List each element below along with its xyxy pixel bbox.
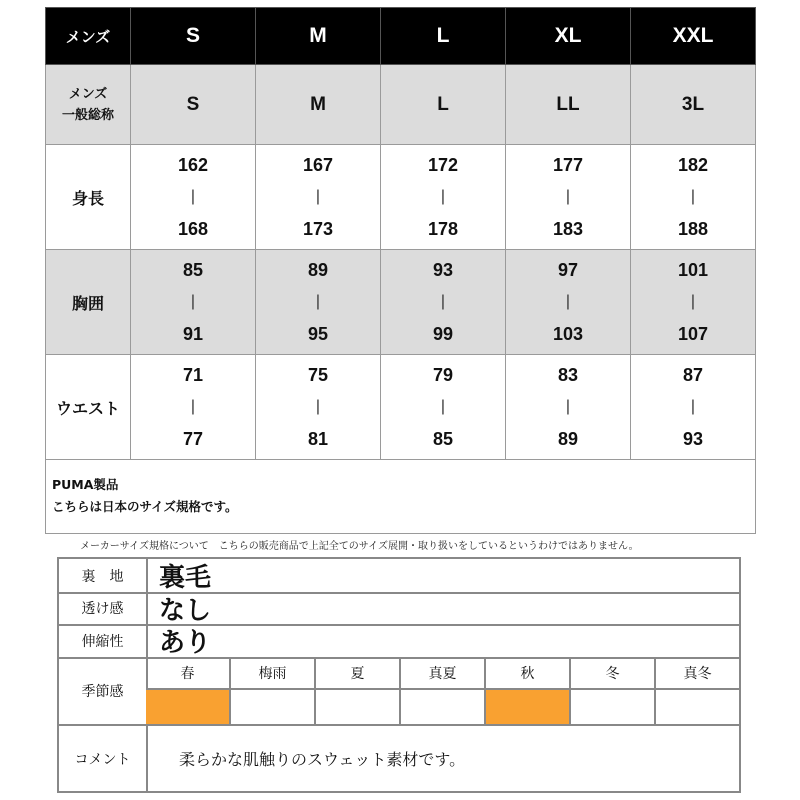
range-min: 83: [557, 365, 579, 385]
range-separator: |: [565, 293, 571, 310]
season-name: 真夏: [401, 657, 484, 690]
range-max: 91: [182, 324, 204, 344]
range-min: 87: [682, 365, 704, 385]
season-column: [486, 657, 571, 724]
range-separator: |: [190, 398, 196, 415]
stretch-row: [59, 624, 739, 659]
stretch-value: あり: [159, 628, 212, 658]
sheerness-value: なし: [159, 595, 212, 626]
lining-label: 裏 地: [59, 559, 148, 592]
height-label: 身長: [46, 145, 131, 250]
chest-range-cell: [506, 250, 631, 355]
range-max: 81: [307, 429, 329, 449]
range-min: 79: [432, 365, 454, 385]
range-max: 178: [427, 219, 459, 239]
general-size-cell: 3L: [631, 65, 756, 145]
size-header: L: [381, 8, 506, 65]
range-separator: |: [690, 398, 696, 415]
season-marker: [656, 690, 739, 724]
comment-row: [59, 724, 739, 793]
range-separator: |: [315, 293, 321, 310]
product-info-table: [57, 557, 741, 793]
waist-range-cell: [381, 355, 506, 460]
size-header: XXL: [631, 8, 756, 65]
range-separator: |: [315, 188, 321, 205]
season-name: 秋: [486, 657, 569, 690]
season-name: 夏: [316, 657, 399, 690]
range-min: 89: [307, 260, 329, 280]
season-label: 季節感: [59, 657, 148, 724]
size-header: S: [131, 8, 256, 65]
waist-range-cell: [631, 355, 756, 460]
height-range-cell: [631, 145, 756, 250]
stretch-label: 伸縮性: [59, 624, 148, 657]
chest-row: [46, 250, 756, 355]
range-max: 93: [682, 429, 704, 449]
range-max: 107: [677, 324, 709, 344]
size-header: M: [256, 8, 381, 65]
season-column: [146, 657, 231, 724]
range-separator: |: [440, 188, 446, 205]
season-column: [656, 657, 739, 724]
season-column: [401, 657, 486, 724]
range-max: 183: [552, 219, 584, 239]
comment-value: 柔らかな肌触りのスウェット素材です。: [179, 750, 466, 769]
season-marker: [401, 690, 484, 724]
note-standard: こちらは日本のサイズ規格です。: [52, 499, 238, 514]
range-min: 75: [307, 365, 329, 385]
range-min: 93: [432, 260, 454, 280]
chest-range-cell: [381, 250, 506, 355]
chest-label: 胸囲: [46, 250, 131, 355]
size-header: XL: [506, 8, 631, 65]
range-min: 172: [427, 155, 459, 175]
range-separator: |: [690, 293, 696, 310]
size-chart-table: [45, 7, 756, 534]
chest-range-cell: [131, 250, 256, 355]
range-max: 103: [552, 324, 584, 344]
range-separator: |: [315, 398, 321, 415]
season-marker: [316, 690, 399, 724]
season-marker-active: [486, 690, 569, 724]
range-min: 162: [177, 155, 209, 175]
season-column: [231, 657, 316, 724]
sheerness-row: [59, 592, 739, 626]
range-min: 167: [302, 155, 334, 175]
height-range-cell: [506, 145, 631, 250]
range-separator: |: [565, 188, 571, 205]
label-line: メンズ: [68, 86, 108, 102]
range-max: 85: [432, 429, 454, 449]
height-range-cell: [131, 145, 256, 250]
season-name: 真冬: [656, 657, 739, 690]
sheerness-label: 透け感: [59, 592, 148, 624]
comment-label: コメント: [59, 724, 148, 793]
range-max: 99: [432, 324, 454, 344]
range-min: 101: [677, 260, 709, 280]
waist-range-cell: [131, 355, 256, 460]
range-min: 85: [182, 260, 204, 280]
range-max: 95: [307, 324, 329, 344]
season-name: 冬: [571, 657, 654, 690]
season-name: 春: [146, 657, 229, 690]
range-max: 89: [557, 429, 579, 449]
range-max: 173: [302, 219, 334, 239]
height-range-cell: [256, 145, 381, 250]
general-size-cell: S: [131, 65, 256, 145]
lining-value: 裏毛: [159, 563, 212, 593]
range-max: 188: [677, 219, 709, 239]
chest-range-cell: [256, 250, 381, 355]
season-marker-active: [146, 690, 229, 724]
season-row: [59, 657, 739, 726]
range-max: 168: [177, 219, 209, 239]
range-min: 71: [182, 365, 204, 385]
season-marker: [231, 690, 314, 724]
range-separator: |: [440, 398, 446, 415]
note-row: [46, 460, 756, 534]
height-range-cell: [381, 145, 506, 250]
general-size-cell: L: [381, 65, 506, 145]
range-max: 77: [182, 429, 204, 449]
general-size-cell: LL: [506, 65, 631, 145]
corner-label: メンズ: [46, 8, 131, 65]
size-note: [46, 460, 756, 534]
maker-size-note: メーカーサイズ規格について こちらの販売商品で上記全てのサイズ展開・取り扱いをしているというわけではありません。: [80, 541, 639, 552]
season-grid: [146, 657, 739, 724]
range-separator: |: [565, 398, 571, 415]
general-size-row: [46, 65, 756, 145]
waist-label: ウエスト: [46, 355, 131, 460]
size-header-row: [46, 8, 756, 65]
general-size-label: [46, 65, 131, 145]
season-name: 梅雨: [231, 657, 314, 690]
range-min: 177: [552, 155, 584, 175]
range-separator: |: [190, 188, 196, 205]
season-column: [316, 657, 401, 724]
waist-range-cell: [256, 355, 381, 460]
season-marker: [571, 690, 654, 724]
range-separator: |: [190, 293, 196, 310]
height-row: [46, 145, 756, 250]
range-min: 182: [677, 155, 709, 175]
label-line: 一般総称: [61, 107, 114, 123]
range-min: 97: [557, 260, 579, 280]
range-separator: |: [440, 293, 446, 310]
range-separator: |: [690, 188, 696, 205]
general-size-cell: M: [256, 65, 381, 145]
waist-row: [46, 355, 756, 460]
season-column: [571, 657, 656, 724]
waist-range-cell: [506, 355, 631, 460]
note-brand: PUMA製品: [52, 477, 119, 492]
chest-range-cell: [631, 250, 756, 355]
